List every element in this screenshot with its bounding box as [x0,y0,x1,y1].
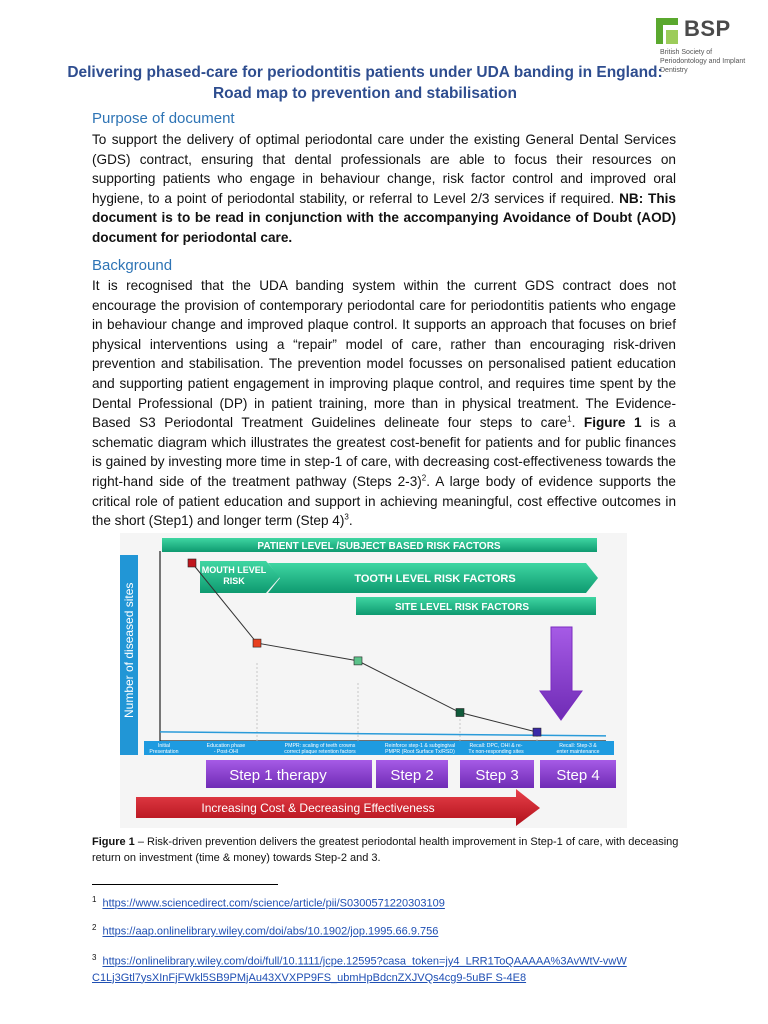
data-point-1 [188,559,196,567]
phase-label-4-2: PMPR (Root Surface Tx/RSD) [385,749,455,755]
phase-label-2-2: - Post-OHI [213,749,239,755]
footnote-1-num: 1 [92,895,97,904]
footnote-2-link[interactable]: https://aap.onlinelibrary.wiley.com/doi/abs/10.1902/jop.1995.66.9.756 [102,925,439,938]
bsp-logo-mark [656,18,678,44]
banner-tooth-label: TOOTH LEVEL RISK FACTORS [354,573,516,585]
step-3-label: Step 3 [475,767,519,784]
footnote-ref-2: 2 [421,473,427,483]
step-2-label: Step 2 [390,767,434,784]
cost-arrow-label: Increasing Cost & Decreasing Effectiveness [201,801,435,815]
banner-site-label: SITE LEVEL RISK FACTORS [394,602,530,613]
footnote-3-num: 3 [92,953,97,962]
caption-label: Figure 1 [92,836,135,848]
footnote-ref-3: 3 [344,512,349,522]
banner-mouth-label-2: RISK [223,576,245,586]
data-point-3 [354,657,362,665]
footnote-2 [92,920,692,940]
phase-label-2-1: Education phase [206,743,246,749]
phase-label-3-2: correct plaque retention factors [284,749,356,755]
phase-label-5-2: Tx non-responding sites [468,749,524,755]
footnote-rule [92,884,278,885]
data-point-4 [456,709,464,717]
banner-mouth-label-1: MOUTH LEVEL [201,565,267,575]
purpose-nb: NB: This document is to be read in conjunction with the accompanying Avoidance of Doubt (AOD) document for periodontal care. [92,190,676,245]
phase-label-6-1: Recall: Step-3 & [559,743,597,749]
step-4-label: Step 4 [556,767,600,784]
banner-patient-label: PATIENT LEVEL /SUBJECT BASED RISK FACTORS [257,541,501,552]
phase-label-3-1: PMPR: scaling of teeth crowns [284,743,356,749]
figure-1-svg [120,533,627,828]
figure-ref: Figure 1 [583,415,642,431]
purpose-heading: Purpose of document [92,110,235,127]
background-text-3: . A large body of evidence supports the critical role of patient education and support in achieving meaningful, cost effective outcomes in the short (Step1) and longer term (Step 4) [92,473,676,529]
caption-text: – Risk-driven prevention delivers the greatest periodontal health improvement in Step-1 of care, with deceasing return on investment (time & money) towards Step-2 and 3. [92,836,679,864]
document-title: Delivering phased-care for periodontitis patients under UDA banding in England: Road map to prevention and stabilisation [67,64,663,102]
footnote-3-link[interactable]: https://onlinelibrary.wiley.com/doi/full/10.1111/jcpe.12595?casa_token=jy4_LRR1ToQAAAAA%3AvWtV-vwWC1Lj3Gtl7ysXInFjFWkl5SB9PMjAu43XVXPP9FS_ubmHpBdcnZXJVQs4cg9-5uBF S-4E8 [92,955,627,984]
background-paragraph: It is recognised that the UDA banding system within the current GDS contract does not encourage the provision of contemporary periodontal care for periodontitis patients who engage in behaviour change and improved plaque control. It supports an approach that focuses on brief physical interventions using a “repair” model of care, rather than encouraging risk-driven prevention and stabilisation. The prevention model focusses on personalised patient education and supporting patient engagement in improving plaque control, and requires time spent by the Dental Professional (DP) in patient training, more than in physical treatment. The Evidence-Based S3 Periodontal Treatment Guidelines delineate four steps to care$^1$. Figure 1 is a schematic diagram which illustrates the greatest cost-benefit for patients and for public finances is gained by investing more time in step-1 of care, with decreasing cost-effectiveness towards the right-hand side of the treatment pathway (Steps 2-3)$^2$. A large body of evidence supports the critical role of patient education and support in achieving meaningful, cost effective outcomes in the short (Step1) and longer term (Step 4)$^3$. [92,278,676,529]
phase-guides [257,663,537,741]
data-point-2 [253,639,261,647]
purpose-text: To support the delivery of optimal periodontal care under the existing General Dental Services (GDS) contract, ensuring that dental professionals are able to focus their resources on supporting patients who engage in behaviour change, risk factor control and improved oral hygiene, to a point of periodontal stability, or referral to Level 2/3 services if required. [92,132,676,206]
background-text-1: It is recognised that the UDA banding system within the current GDS contract does not encourage the provision of contemporary periodontal care for periodontitis patients who engage in behaviour change and improved plaque control. It supports an approach that focuses on brief physical interventions using a “repair” model of care, rather than encouraging risk-driven prevention and stabilisation. The prevention model focusses on personalised patient education and supporting patient engagement in improving plaque control, and requires time spent by the Dental Professional (DP) in patient training, more than in physical treatment. The Evidence-Based S3 Periodontal Treatment Guidelines delineate four steps to care [92,278,676,431]
background-heading: Background [92,257,173,274]
footnote-1 [92,892,692,912]
logo-subtitle: British Society of Periodontology and Implant Dentistry [660,49,746,74]
figure-1 [120,533,627,828]
step4-down-arrow [540,627,582,720]
logo-name: BSP [684,16,731,41]
purpose-paragraph [92,130,676,248]
ylabel: Number of diseased sites [122,582,136,718]
footnote-3 [92,950,632,986]
phase-label-6-2: enter maintenance [556,749,600,755]
phase-label-4-1: Reinforce step-1 & subgingival [384,743,456,749]
background-text-4: . [348,513,353,529]
footnote-2-num: 2 [92,923,97,932]
figure-caption [92,834,682,866]
phase-label-1-2: Presentation [149,749,179,755]
data-point-5 [533,728,541,736]
phase-label-1-1: Initial [157,743,171,749]
background-text-2: is a schematic diagram which illustrates the greatest cost-benefit for patients and for public finances is gained by investing more time in step-1 of care, with decreasing cost-effectiveness towards the right-hand side of the treatment pathway (Steps 2-3) [92,415,676,489]
step-1-label: Step 1 therapy [229,767,327,784]
footnote-ref-1: 1 [567,414,572,424]
footnote-1-link[interactable]: https://www.sciencedirect.com/science/article/pii/S0300571220303109 [102,897,445,910]
phase-label-5-1: Recall: DPC, OHI & re- [469,743,523,749]
